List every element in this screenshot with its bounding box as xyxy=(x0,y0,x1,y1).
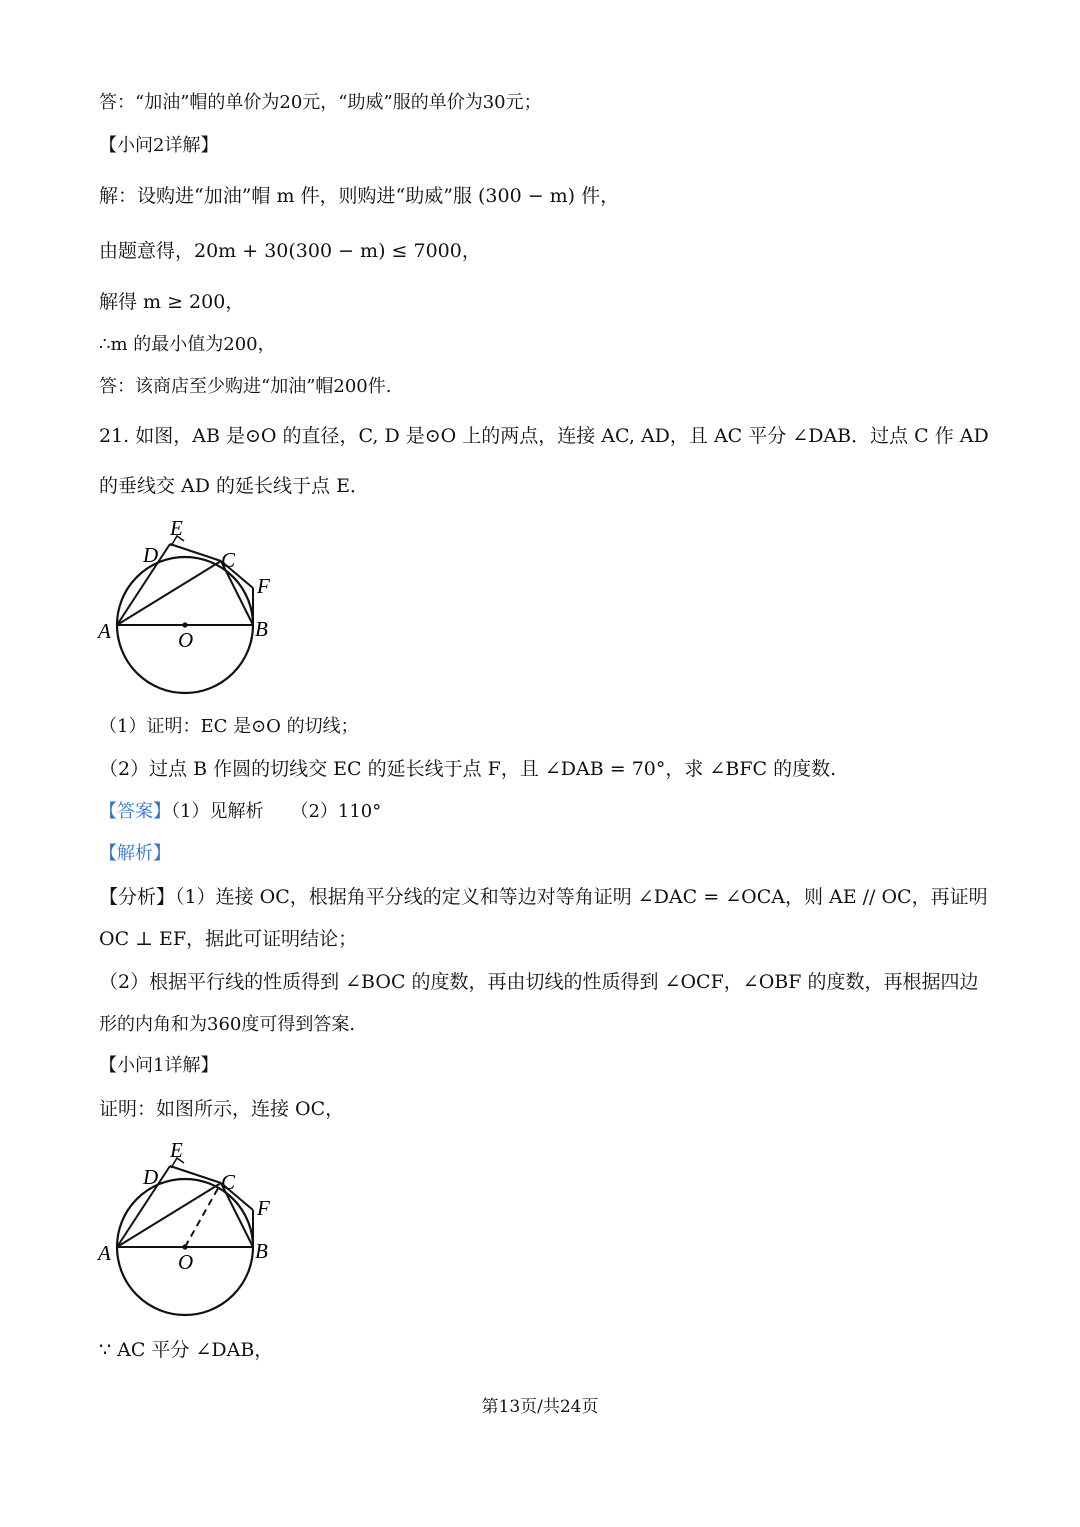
label-o: O xyxy=(178,628,194,652)
proof-text: 证明：如图所示，连接 OC， xyxy=(99,1098,345,1120)
geometry-figure-2 xyxy=(90,1132,290,1322)
question-part: （2）过点 B 作圆的切线交 EC 的延长线于点 F，且 ∠DAB = 70°，求 ∠BFC 的度数. xyxy=(99,758,837,780)
label-b: B xyxy=(255,617,268,641)
label-a: A xyxy=(98,1241,111,1265)
text-line: 由题意得，20m + 30(300 − m) ≤ 7000， xyxy=(99,240,481,262)
analysis-text: 形的内角和为360度可得到答案. xyxy=(99,1014,356,1035)
label-b: B xyxy=(255,1239,268,1263)
page-footer: 第13页/共24页 xyxy=(481,1397,599,1417)
answer-text: （1）见解析 （2）110° xyxy=(171,801,382,822)
label-d: D xyxy=(143,543,159,567)
label-f: F xyxy=(257,574,270,598)
label-a: A xyxy=(98,619,111,643)
label-f: F xyxy=(257,1196,270,1220)
subsection-heading: 【小问1详解】 xyxy=(99,1055,219,1076)
answer-line xyxy=(99,799,381,825)
label-c: C xyxy=(221,1170,236,1194)
label-e: E xyxy=(170,516,183,540)
analysis-text: OC ⊥ EF，据此可证明结论； xyxy=(99,928,358,950)
label-e: E xyxy=(170,1138,183,1162)
text-line: 答：该商店至少购进“加油”帽200件. xyxy=(99,376,392,397)
question-text: 21. 如图，AB 是⊙O 的直径，C, D 是⊙O 上的两点，连接 AC, AD，且 AC 平分 ∠DAB．过点 C 作 AD xyxy=(99,425,989,447)
geometry-figure-1 xyxy=(90,510,290,700)
text-line: 答：“加油”帽的单价为20元，“助威”服的单价为30元； xyxy=(99,92,542,113)
question-text: 的垂线交 AD 的延长线于点 E． xyxy=(99,475,369,497)
analysis-tag: 【解析】 xyxy=(99,843,171,864)
text-line: ∴m 的最小值为200， xyxy=(99,334,276,355)
label-c: C xyxy=(221,548,236,572)
text-line: 解得 m ≥ 200， xyxy=(99,291,245,313)
proof-text: ∵ AC 平分 ∠DAB， xyxy=(99,1339,274,1361)
question-part: （1）证明：EC 是⊙O 的切线； xyxy=(99,716,359,737)
answer-tag: 【答案】 xyxy=(99,801,171,822)
text-line: 解：设购进“加油”帽 m 件，则购进“助威”服 (300 − m) 件， xyxy=(99,185,620,207)
analysis-text: 【分析】（1）连接 OC，根据角平分线的定义和等边对等角证明 ∠DAC = ∠OCA，则 AE // OC，再证明 xyxy=(99,886,988,908)
dashed-oc-line xyxy=(185,1183,221,1247)
analysis-text: （2）根据平行线的性质得到 ∠BOC 的度数，再由切线的性质得到 ∠OCF，∠OBF 的度数，再根据四边 xyxy=(99,971,979,993)
label-o: O xyxy=(178,1250,194,1274)
label-d: D xyxy=(143,1165,159,1189)
subsection-heading: 【小问2详解】 xyxy=(99,135,219,156)
